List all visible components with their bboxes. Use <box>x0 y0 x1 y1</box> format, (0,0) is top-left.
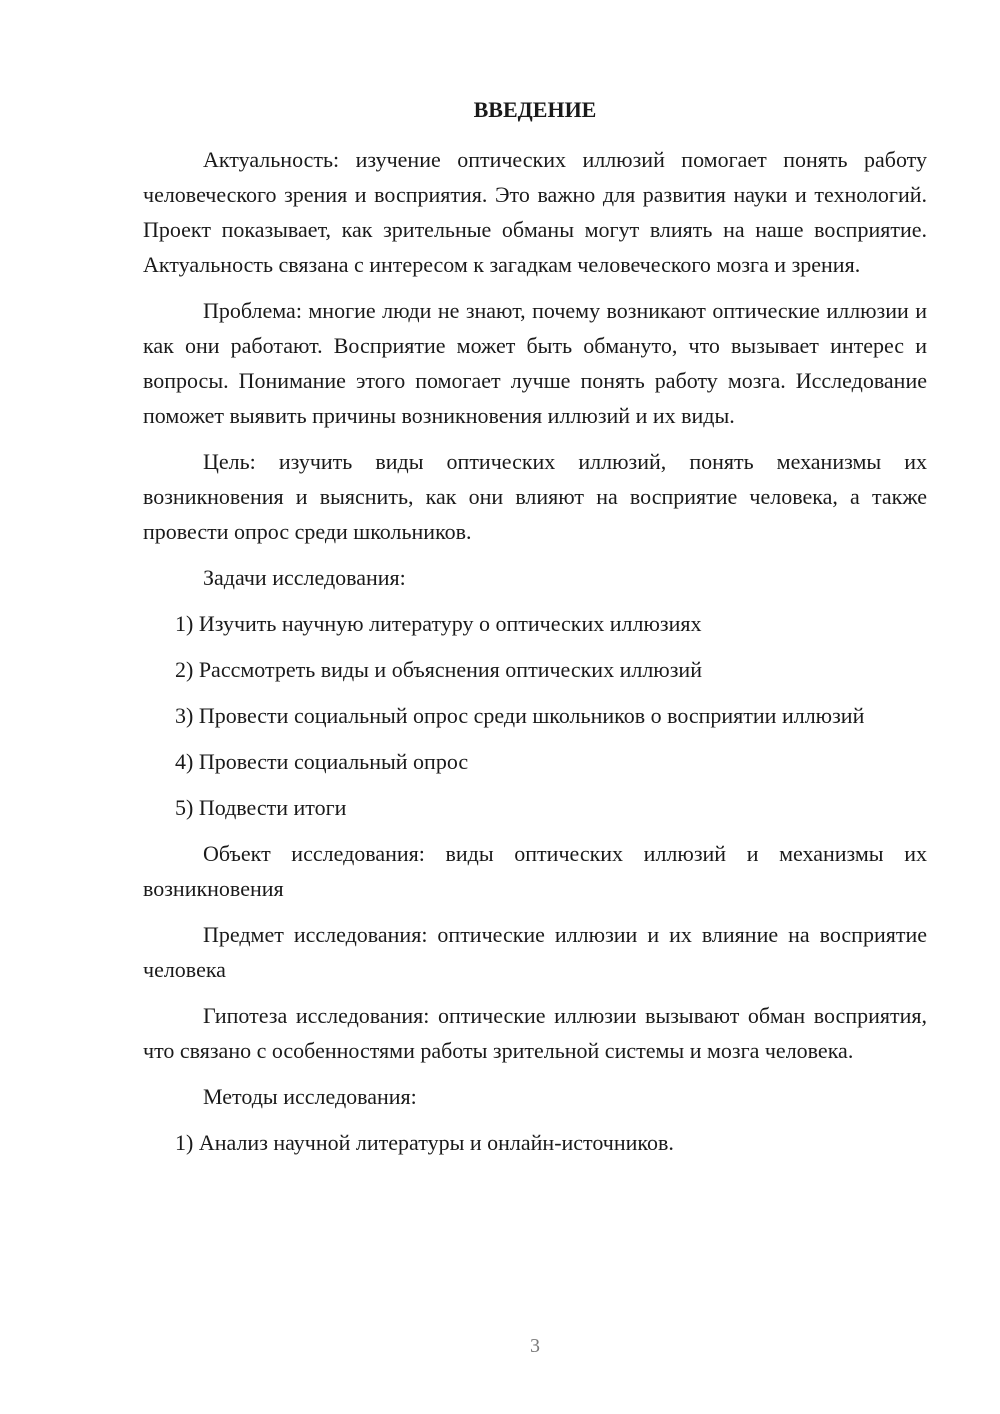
methods-heading: Методы исследования: <box>203 1084 417 1109</box>
task-item: 3) Провести социальный опрос среди школьников о восприятии иллюзий <box>175 703 865 728</box>
hypothesis-paragraph: Гипотеза исследования: оптические иллюзии вызывают обман восприятия, что связано с особенностями работы зрительной системы и мозга человека. <box>143 1003 927 1063</box>
document-body <box>143 142 927 1171</box>
task-item: 2) Рассмотреть виды и объяснения оптических иллюзий <box>175 657 702 682</box>
problem-paragraph: Проблема: многие люди не знают, почему возникают оптические иллюзии и как они работают. Восприятие может быть обмануто, что вызывает интерес и вопросы. Понимание этого помогает лучше понять работу мозга. Исследование поможет выявить причины возникновения иллюзий и их виды. <box>143 298 927 428</box>
page-number: 3 <box>530 1335 540 1357</box>
goal-paragraph: Цель: изучить виды оптических иллюзий, понять механизмы их возникновения и выяснить, как они влияют на восприятие человека, а также провести опрос среди школьников. <box>143 449 927 544</box>
task-item: 4) Провести социальный опрос <box>175 749 469 774</box>
tasks-heading: Задачи исследования: <box>203 565 406 590</box>
method-item: 1) Анализ научной литературы и онлайн-источников. <box>175 1130 674 1155</box>
subject-paragraph: Предмет исследования: оптические иллюзии и их влияние на восприятие человека <box>143 922 927 982</box>
task-item: 5) Подвести итоги <box>175 795 347 820</box>
relevance-paragraph: Актуальность: изучение оптических иллюзий помогает понять работу человеческого зрения и восприятия. Это важно для развития науки и технологий. Проект показывает, как зрительные обманы могут влиять на наше восприятие. Актуальность связана с интересом к загадкам человеческого мозга и зрения. <box>143 147 927 277</box>
task-item: 1) Изучить научную литературу о оптических иллюзиях <box>175 611 702 636</box>
object-paragraph: Объект исследования: виды оптических иллюзий и механизмы их возникновения <box>143 841 927 901</box>
section-heading: ВВЕДЕНИЕ <box>473 97 597 122</box>
